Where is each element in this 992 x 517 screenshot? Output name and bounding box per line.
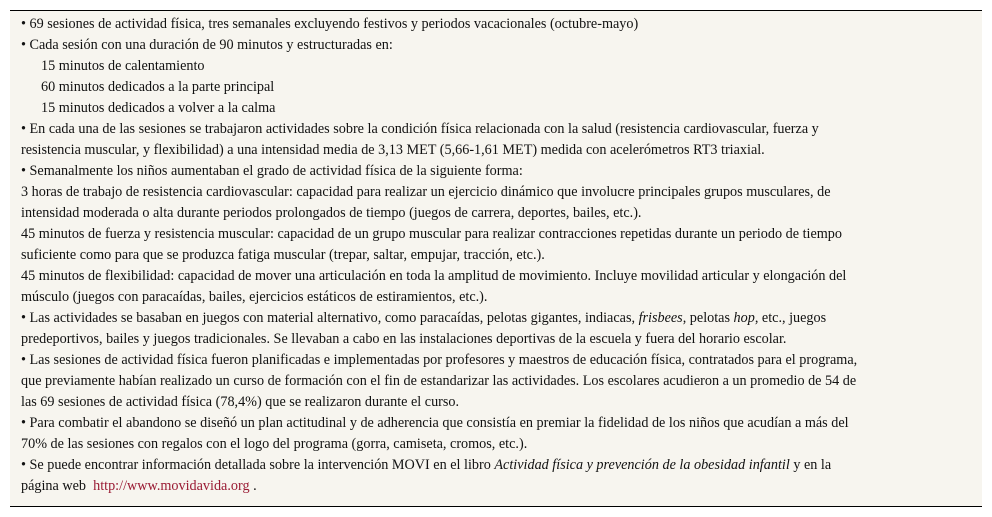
intervention-description-table [10,10,982,507]
info-end: . [249,478,257,494]
bullet-adherence-line1: • Para combatir el abandono se diseñó un plan actitudinal y de adherencia que consistía en premiar la fidelidad de los niños que acudían a más del [21,415,849,431]
warmup-item: 15 minutos de calentamiento [41,58,205,74]
cooldown-item: 15 minutos dedicados a volver a la calma [41,100,276,116]
bullet-weekly: • Semanalmente los niños aumentaban el grado de actividad física de la siguiente forma: [21,163,523,179]
strength-line1: 45 minutos de fuerza y resistencia muscular: capacidad de un grupo muscular para realizar contracciones repetidas durante un periodo de tiempo [21,226,842,242]
bullet-games-line2: predeportivos, bailes y juegos tradicionales. Se llevaban a cabo en las instalaciones deportivas de la escuela y fuera del horario escolar. [21,331,787,347]
bullet-teachers-line2: que previamente habían realizado un curso de formación con el fin de estandarizar las actividades. Los escolares acudieron a un promedio de 54 de [21,373,857,389]
bullet-duration: • Cada sesión con una duración de 90 minutos y estructuradas en: [21,37,393,53]
bullet-adherence-line2: 70% de las sesiones con regalos con el logo del programa (gorra, camiseta, cromos, etc.). [21,436,528,452]
bullet-info-line2 [21,476,972,497]
bullet-teachers-line1: • Las sesiones de actividad física fueron planificadas e implementadas por profesores y maestros de educación física, contratados para el programa, [21,352,858,368]
bullet-activities-line1: • En cada una de las sesiones se trabajaron actividades sobre la condición física relacionada con la salud (resistencia cardiovascular, fuerza y [21,121,819,137]
book-title: Actividad física y prevención de la obesidad infantil [494,457,790,473]
flexibility-line1: 45 minutos de flexibilidad: capacidad de mover una articulación en toda la amplitud de movimiento. Incluye movilidad articular y elongación del [21,268,847,284]
games-text-c: , etc., juegos [754,310,827,326]
frisbees-term: frisbees [638,310,683,326]
cardio-line2: intensidad moderada o alta durante periodos prolongados de tiempo (juegos de carrera, deportes, bailes, etc.). [21,205,642,221]
movidavida-link[interactable]: http://www.movidavida.org [93,478,250,494]
bullet-teachers-line3: las 69 sesiones de actividad física (78,4%) que se realizaron durante el curso. [21,394,460,410]
info-text-a: • Se puede encontrar información detallada sobre la intervención MOVI en el libro [21,457,495,473]
games-text-b: , pelotas [682,310,734,326]
games-text-a: • Las actividades se basaban en juegos con material alternativo, como paracaídas, pelotas gigantes, indiacas, [21,310,639,326]
info-text-b: y en la [789,457,832,473]
strength-line2: suficiente como para que se produzca fatiga muscular (trepar, saltar, empujar, tracción, etc.). [21,247,545,263]
bullet-activities-line2: resistencia muscular, y flexibilidad) a una intensidad media de 3,13 MET (5,66-1,61 MET) medida con acelerómetros RT3 triaxial. [21,142,765,158]
flexibility-line2: músculo (juegos con paracaídas, bailes, ejercicios estáticos de estiramientos, etc.). [21,289,488,305]
bullet-games-line1 [21,308,972,329]
hop-term: hop [733,310,755,326]
cardio-line1: 3 horas de trabajo de resistencia cardiovascular: capacidad para realizar un ejercicio dinámico que involucre principales grupos musculares, de [21,184,831,200]
info-web-label: página web [21,478,94,494]
bullet-info-line1 [21,455,972,476]
bullet-sessions: • 69 sesiones de actividad física, tres semanales excluyendo festivos y periodos vacacionales (octubre-mayo) [21,16,639,32]
main-part-item: 60 minutos dedicados a la parte principal [41,79,275,95]
